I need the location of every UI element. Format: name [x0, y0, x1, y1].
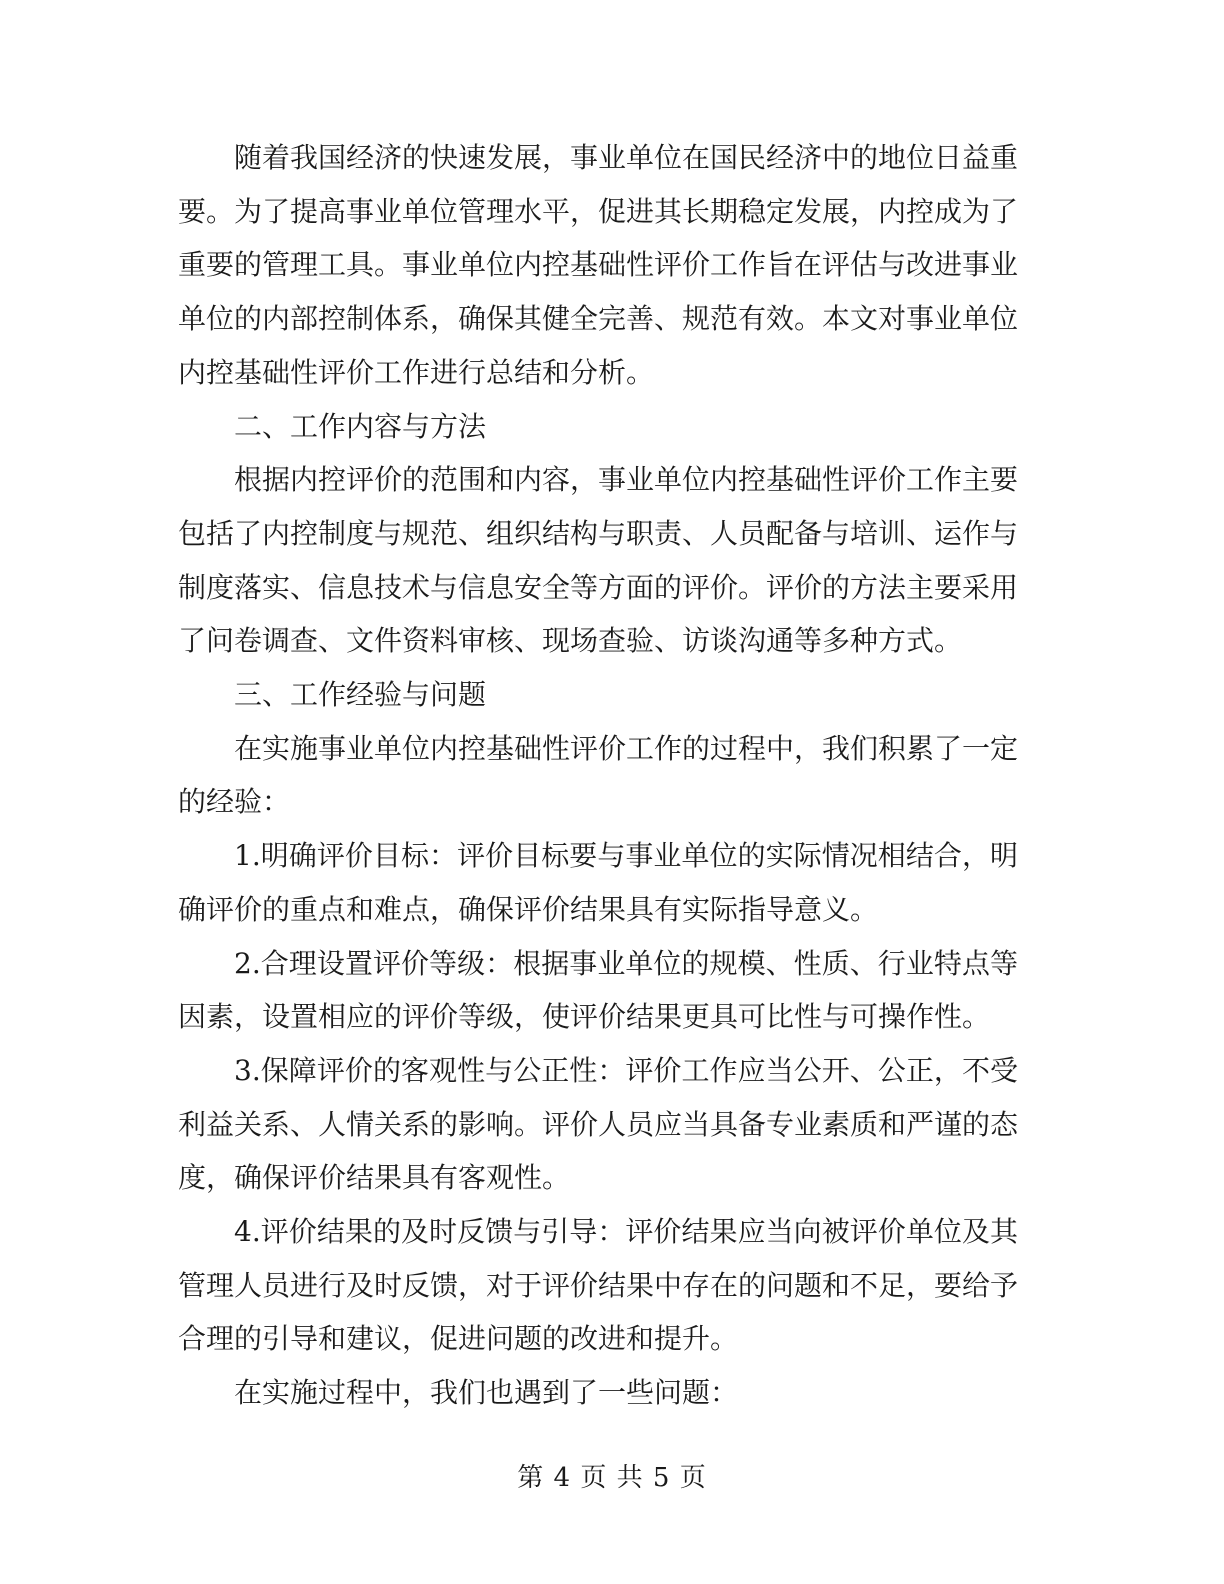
section-heading-experience: 三、工作经验与问题: [234, 678, 487, 712]
list-item-4: 4.评价结果的及时反馈与引导：评价结果应当向被评价单位及其管理人员进行及时反馈，对于评价结果中存在的问题和不足，要给予合理的引导和建议，促进问题的改进和提升。: [178, 1215, 1019, 1356]
paragraph-intro: 随着我国经济的快速发展，事业单位在国民经济中的地位日益重要。为了提高事业单位管理水平，促进其长期稳定发展，内控成为了重要的管理工具。事业单位内控基础性评价工作旨在评估与改进事业单位的内部控制体系，确保其健全完善、规范有效。本文对事业单位内控基础性评价工作进行总结和分析。: [178, 141, 1019, 389]
paragraph-work-content: 根据内控评价的范围和内容，事业单位内控基础性评价工作主要包括了内控制度与规范、组织结构与职责、人员配备与培训、运作与制度落实、信息技术与信息安全等方面的评价。评价的方法主要采用了问卷调查、文件资料审核、现场查验、访谈沟通等多种方式。: [178, 463, 1019, 658]
section-heading-work-content: 二、工作内容与方法: [234, 409, 487, 443]
document-body: [178, 131, 1018, 1420]
list-item-1: 1.明确评价目标：评价目标要与事业单位的实际情况相结合，明确评价的重点和难点，确保评价结果具有实际指导意义。: [178, 839, 1018, 926]
list-item-2: 2.合理设置评价等级：根据事业单位的规模、性质、行业特点等因素，设置相应的评价等级，使评价结果更具可比性与可操作性。: [178, 946, 1018, 1034]
paragraph-experience-intro: 在实施事业单位内控基础性评价工作的过程中，我们积累了一定的经验：: [178, 731, 1019, 819]
page-number: 第 4 页 共 5 页: [517, 1463, 707, 1493]
page-footer: [0, 1458, 1224, 1498]
paragraph-problems-intro: 在实施过程中，我们也遇到了一些问题：: [234, 1376, 739, 1410]
list-item-3: 3.保障评价的客观性与公正性：评价工作应当公开、公正，不受利益关系、人情关系的影响。评价人员应当具备专业素质和严谨的态度，确保评价结果具有客观性。: [178, 1053, 1019, 1195]
